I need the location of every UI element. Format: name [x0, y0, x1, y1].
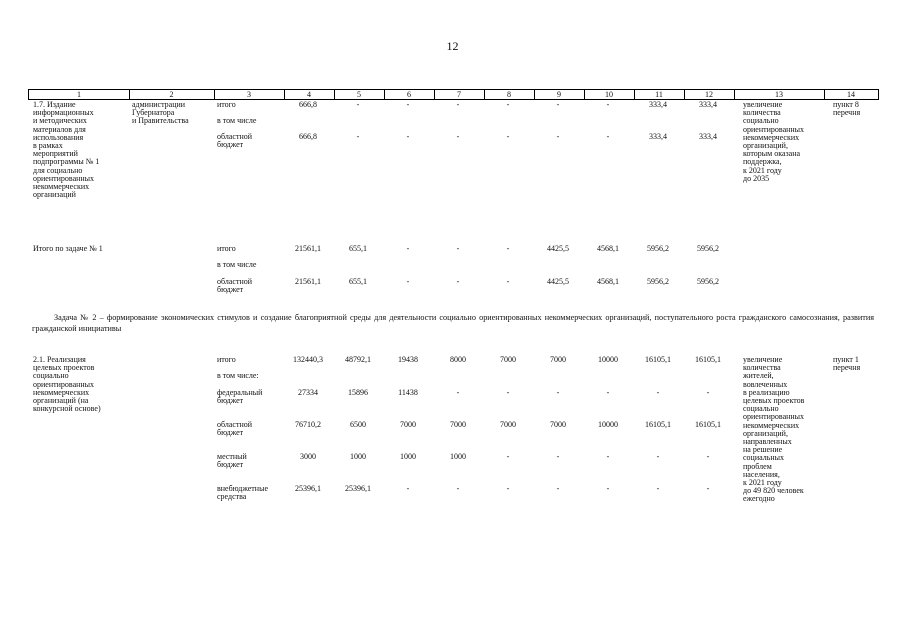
row-2-1-reference: пункт 1 перечня — [833, 355, 861, 373]
row-2-1-local-value: - — [606, 452, 610, 461]
header-col-5: 5 — [357, 90, 361, 99]
row-2-1-regional-value: 76710,2 — [295, 420, 321, 429]
task-1-regional-value: 4568,1 — [597, 277, 619, 286]
row-2-1-local-value: 1000 — [450, 452, 466, 461]
task-1-regional-value: 655,1 — [349, 277, 367, 286]
row-1-7-src-regional: областной бюджет — [217, 132, 253, 150]
row-2-1-regional-value: 6500 — [350, 420, 366, 429]
row-1-7-regional-value: - — [556, 132, 560, 141]
row-2-1-total-value: 132440,3 — [293, 355, 323, 364]
row-2-1-local-value: - — [506, 452, 510, 461]
task-1-total-value: 5956,2 — [697, 244, 719, 253]
row-2-1-extrabudget-value: 25396,1 — [345, 484, 371, 493]
task-1-total-value: 21561,1 — [295, 244, 321, 253]
row-1-7-total-value: 666,8 — [299, 100, 317, 109]
row-2-1-local-value: - — [706, 452, 710, 461]
row-1-7-total-value: - — [406, 100, 410, 109]
header-col-2: 2 — [169, 90, 174, 99]
row-1-7-src-total: итого — [217, 100, 236, 109]
row-2-1-extrabudget-value: - — [406, 484, 410, 493]
row-1-7-regional-value: 333,4 — [699, 132, 717, 141]
task-1-total-value: 5956,2 — [647, 244, 669, 253]
row-2-1-regional-value: 16105,1 — [645, 420, 671, 429]
row-2-1-federal-value: - — [706, 388, 710, 397]
row-2-1-total-value: 19438 — [398, 355, 418, 364]
row-1-7-total-value: 333,4 — [699, 100, 717, 109]
row-1-7-name: 1.7. Издание информационных и методических материалов для использования в рамках мероприятий подпрограммы № 1 для социально ориентированных некоммерческих организаций — [33, 100, 100, 200]
row-1-7-executor: администрации Губернатора и Правительства — [132, 100, 189, 126]
task-1-regional-value: 5956,2 — [647, 277, 669, 286]
task-1-regional-value: - — [456, 277, 460, 286]
task-1-src-total: итого — [217, 244, 236, 253]
task-1-src-incl: в том числе — [217, 260, 257, 269]
task-1-total-value: - — [406, 244, 410, 253]
task-1-total-value: 4568,1 — [597, 244, 619, 253]
row-2-1-extrabudget-value: - — [456, 484, 460, 493]
row-1-7-regional-value: - — [506, 132, 510, 141]
task-1-regional-value: - — [406, 277, 410, 286]
row-2-1-federal-value: 11438 — [398, 388, 418, 397]
row-2-1-total-value: 7000 — [550, 355, 566, 364]
row-2-1-regional-value: 10000 — [598, 420, 618, 429]
row-1-7-total-value: 333,4 — [649, 100, 667, 109]
row-2-1-local-value: - — [656, 452, 660, 461]
task-1-regional-value: 5956,2 — [697, 277, 719, 286]
row-2-1-regional-value: 7000 — [450, 420, 466, 429]
row-2-1-regional-value: 7000 — [550, 420, 566, 429]
header-col-6: 6 — [407, 90, 411, 99]
row-2-1-local-value: 3000 — [300, 452, 316, 461]
row-2-1-extrabudget-value: - — [506, 484, 510, 493]
row-2-1-federal-value: - — [606, 388, 610, 397]
row-2-1-regional-value: 16105,1 — [695, 420, 721, 429]
task-1-total-value: - — [506, 244, 510, 253]
table-header — [28, 89, 879, 100]
row-1-7-total-value: - — [356, 100, 360, 109]
header-col-13: 13 — [775, 90, 783, 99]
row-2-1-name: 2.1. Реализация целевых проектов социально ориентированных некоммерческих организаций (на конкурсной основе) — [33, 355, 101, 414]
row-1-7-regional-value: 666,8 — [299, 132, 317, 141]
row-1-7-src-incl: в том числе — [217, 116, 257, 125]
page-number: 12 — [446, 39, 459, 53]
row-2-1-regional-value: 7000 — [500, 420, 516, 429]
row-2-1-extrabudget-value: - — [656, 484, 660, 493]
row-2-1-extrabudget-value: 25396,1 — [295, 484, 321, 493]
row-2-1-federal-value: - — [456, 388, 460, 397]
header-col-7: 7 — [457, 90, 461, 99]
row-1-7-total-value: - — [556, 100, 560, 109]
task-1-regional-value: - — [506, 277, 510, 286]
row-1-7-regional-value: - — [356, 132, 360, 141]
row-2-1-total-value: 7000 — [500, 355, 516, 364]
row-1-7-total-value: - — [606, 100, 610, 109]
row-2-1-src-regional: областной бюджет — [217, 420, 253, 438]
row-2-1-extrabudget-value: - — [606, 484, 610, 493]
row-1-7-indicator: увеличение количества социально ориентированных некоммерческих организаций, которым оказана поддержка, к 2021 году до 2035 — [743, 100, 805, 183]
header-col-14: 14 — [847, 90, 855, 99]
row-2-1-extrabudget-value: - — [706, 484, 710, 493]
row-2-1-local-value: 1000 — [400, 452, 416, 461]
row-2-1-total-value: 8000 — [450, 355, 466, 364]
row-1-7-total-value: - — [506, 100, 510, 109]
task-2-heading: Задача № 2 – формирование экономических стимулов и создание благоприятной среды для деятельности социально ориентированных некоммерческих организаций, поступательного роста гражданского самосознания, развития гражданской инициативы — [32, 313, 874, 333]
row-2-1-federal-value: - — [506, 388, 510, 397]
header-col-11: 11 — [655, 90, 663, 99]
row-2-1-total-value: 10000 — [598, 355, 618, 364]
row-2-1-indicator: увеличение количества жителей, вовлеченных в реализацию целевых проектов социально ориентированных некоммерческих организаций, направленных на решение социальных проблем населения, к 2021 году до 49 820 человек ежегодно — [743, 355, 805, 504]
row-2-1-src-federal: федеральный бюджет — [217, 388, 263, 406]
task-1-total-value: 4425,5 — [547, 244, 569, 253]
row-2-1-federal-value: - — [656, 388, 660, 397]
row-2-1-federal-value: 27334 — [298, 388, 318, 397]
header-col-4: 4 — [307, 90, 311, 99]
header-col-10: 10 — [605, 90, 613, 99]
row-2-1-regional-value: 7000 — [400, 420, 416, 429]
row-2-1-src-local: местный бюджет — [217, 452, 247, 470]
row-2-1-total-value: 48792,1 — [345, 355, 371, 364]
row-1-7-regional-value: - — [606, 132, 610, 141]
row-2-1-total-value: 16105,1 — [645, 355, 671, 364]
row-1-7-reference: пункт 8 перечня — [833, 100, 861, 118]
header-col-9: 9 — [557, 90, 561, 99]
task-1-src-regional: областной бюджет — [217, 277, 253, 295]
header-col-12: 12 — [705, 90, 713, 99]
row-2-1-src-total: итого — [217, 355, 236, 364]
row-1-7-total-value: - — [456, 100, 460, 109]
task-1-total-label: Итого по задаче № 1 — [33, 244, 103, 253]
task-1-total-value: - — [456, 244, 460, 253]
task-1-regional-value: 21561,1 — [295, 277, 321, 286]
row-2-1-local-value: 1000 — [350, 452, 366, 461]
header-col-1: 1 — [77, 90, 81, 99]
header-col-8: 8 — [507, 90, 511, 99]
row-2-1-src-extrabudget: внебюджетные средства — [217, 484, 268, 502]
header-col-3: 3 — [247, 90, 251, 99]
row-2-1-extrabudget-value: - — [556, 484, 560, 493]
row-1-7-regional-value: - — [406, 132, 410, 141]
row-2-1-total-value: 16105,1 — [695, 355, 721, 364]
row-2-1-federal-value: 15896 — [348, 388, 368, 397]
row-1-7-regional-value: 333,4 — [649, 132, 667, 141]
task-1-regional-value: 4425,5 — [547, 277, 569, 286]
row-2-1-local-value: - — [556, 452, 560, 461]
row-2-1-src-incl: в том числе: — [217, 371, 259, 380]
row-2-1-federal-value: - — [556, 388, 560, 397]
task-1-total-value: 655,1 — [349, 244, 367, 253]
row-1-7-regional-value: - — [456, 132, 460, 141]
